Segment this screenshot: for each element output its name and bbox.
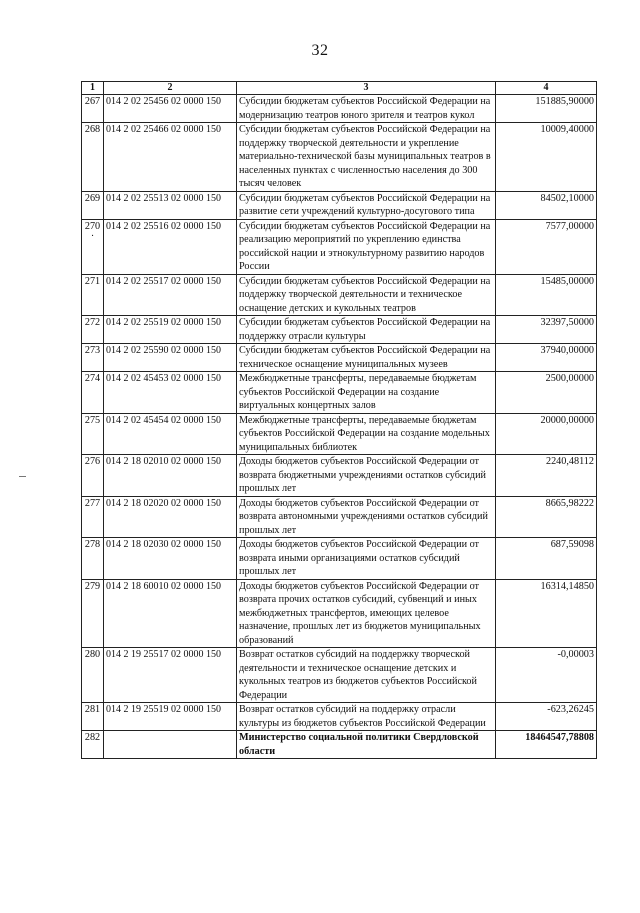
table-row (82, 538, 597, 580)
table-row (82, 372, 597, 414)
row-number: 276 (82, 455, 104, 497)
row-number: 267 (82, 95, 104, 123)
budget-code: 014 2 18 02010 02 0000 150 (104, 455, 237, 497)
row-amount: 32397,50000 (496, 316, 597, 344)
row-description: Субсидии бюджетам субъектов Российской Федерации на развитие сети учреждений культурно-досугового типа (237, 191, 496, 219)
row-description: Министерство социальной политики Свердловской области (237, 731, 496, 759)
row-amount: 7577,00000 (496, 219, 597, 274)
table-row (82, 219, 597, 274)
row-number: 271 (82, 274, 104, 316)
budget-code: 014 2 02 25456 02 0000 150 (104, 95, 237, 123)
row-description: Доходы бюджетов субъектов Российской Федерации от возврата бюджетными учреждениями остатков субсидий прошлых лет (237, 455, 496, 497)
row-amount: 15485,00000 (496, 274, 597, 316)
budget-code: 014 2 19 25517 02 0000 150 (104, 648, 237, 703)
column-header: 4 (496, 82, 597, 95)
budget-code: 014 2 19 25519 02 0000 150 (104, 703, 237, 731)
row-description: Доходы бюджетов субъектов Российской Федерации от возврата прочих остатков субсидий, субвенций и иных межбюджетных трансфертов, имеющих целевое назначение, прошлых лет из бюджетов муниципальных образований (237, 579, 496, 648)
row-description: Субсидии бюджетам субъектов Российской Федерации на поддержку творческой деятельности и техническое оснащение детских и кукольных театров (237, 274, 496, 316)
budget-code: 014 2 18 02030 02 0000 150 (104, 538, 237, 580)
budget-code: 014 2 02 25519 02 0000 150 (104, 316, 237, 344)
table-row (82, 316, 597, 344)
row-amount: 84502,10000 (496, 191, 597, 219)
budget-code: 014 2 02 45453 02 0000 150 (104, 372, 237, 414)
row-number: 281 (82, 703, 104, 731)
row-description: Возврат остатков субсидий на поддержку отрасли культуры из бюджетов субъектов Российской Федерации (237, 703, 496, 731)
table-header-row (82, 82, 597, 95)
row-description: Субсидии бюджетам субъектов Российской Федерации на модернизацию театров юного зрителя и театров кукол (237, 95, 496, 123)
row-description: Возврат остатков субсидий на поддержку творческой деятельности и техническое оснащение детских и кукольных театров из бюджетов субъектов Российской Федерации (237, 648, 496, 703)
budget-code: 014 2 18 02020 02 0000 150 (104, 496, 237, 538)
row-description: Доходы бюджетов субъектов Российской Федерации от возврата автономными учреждениями остатков субсидий прошлых лет (237, 496, 496, 538)
row-number: 280 (82, 648, 104, 703)
table-row (82, 703, 597, 731)
row-number: 270 · (82, 219, 104, 274)
row-amount: 10009,40000 (496, 123, 597, 192)
column-header: 2 (104, 82, 237, 95)
row-description: Субсидии бюджетам субъектов Российской Федерации на реализацию мероприятий по укреплению единства российской нации и этнокультурному развитию народов России (237, 219, 496, 274)
row-number: 278 (82, 538, 104, 580)
row-amount: 18464547,78808 (496, 731, 597, 759)
row-amount: 2500,00000 (496, 372, 597, 414)
column-header: 1 (82, 82, 104, 95)
table-row (82, 496, 597, 538)
row-number: 268 (82, 123, 104, 192)
budget-code: 014 2 18 60010 02 0000 150 (104, 579, 237, 648)
column-header: 3 (237, 82, 496, 95)
row-amount: 20000,00000 (496, 413, 597, 455)
row-description: Субсидии бюджетам субъектов Российской Федерации на техническое оснащение муниципальных музеев (237, 344, 496, 372)
row-number: 282 (82, 731, 104, 759)
row-number: 279 (82, 579, 104, 648)
row-amount: -0,00003 (496, 648, 597, 703)
tick-mark: · (90, 231, 95, 242)
row-description: Субсидии бюджетам субъектов Российской Федерации на поддержку творческой деятельности и укрепление материально-технической базы муниципальных театров в населенных пунктах с численностью населения до 300 тысяч человек (237, 123, 496, 192)
page-number: 32 (311, 42, 329, 59)
row-description: Межбюджетные трансферты, передаваемые бюджетам субъектов Российской Федерации на создание виртуальных концертных залов (237, 372, 496, 414)
budget-code: 014 2 02 45454 02 0000 150 (104, 413, 237, 455)
row-description: Субсидии бюджетам субъектов Российской Федерации на поддержку отрасли культуры (237, 316, 496, 344)
table-row (82, 344, 597, 372)
budget-code: 014 2 02 25466 02 0000 150 (104, 123, 237, 192)
row-description: Доходы бюджетов субъектов Российской Федерации от возврата иными организациями остатков субсидий прошлых лет (237, 538, 496, 580)
table-row (82, 455, 597, 497)
budget-code: 014 2 02 25513 02 0000 150 (104, 191, 237, 219)
row-amount: 16314,14850 (496, 579, 597, 648)
table-row (82, 413, 597, 455)
row-amount: -623,26245 (496, 703, 597, 731)
row-number: 269 (82, 191, 104, 219)
margin-mark (19, 476, 26, 477)
table-row (82, 648, 597, 703)
table-row (82, 579, 597, 648)
row-number: 275 (82, 413, 104, 455)
row-amount: 2240,48112 (496, 455, 597, 497)
row-number: 274 (82, 372, 104, 414)
row-number: 277 (82, 496, 104, 538)
budget-code (104, 731, 237, 759)
row-amount: 8665,98222 (496, 496, 597, 538)
table-row (82, 95, 597, 123)
budget-code: 014 2 02 25517 02 0000 150 (104, 274, 237, 316)
table-row (82, 191, 597, 219)
row-description: Межбюджетные трансферты, передаваемые бюджетам субъектов Российской Федерации на создание модельных муниципальных библиотек (237, 413, 496, 455)
budget-table (81, 81, 597, 759)
row-amount: 687,59098 (496, 538, 597, 580)
budget-code: 014 2 02 25590 02 0000 150 (104, 344, 237, 372)
table-row (82, 274, 597, 316)
row-amount: 37940,00000 (496, 344, 597, 372)
row-amount: 151885,90000 (496, 95, 597, 123)
table-row-total (82, 731, 597, 759)
table-row (82, 123, 597, 192)
row-number: 273 (82, 344, 104, 372)
budget-code: 014 2 02 25516 02 0000 150 (104, 219, 237, 274)
row-number: 272 (82, 316, 104, 344)
